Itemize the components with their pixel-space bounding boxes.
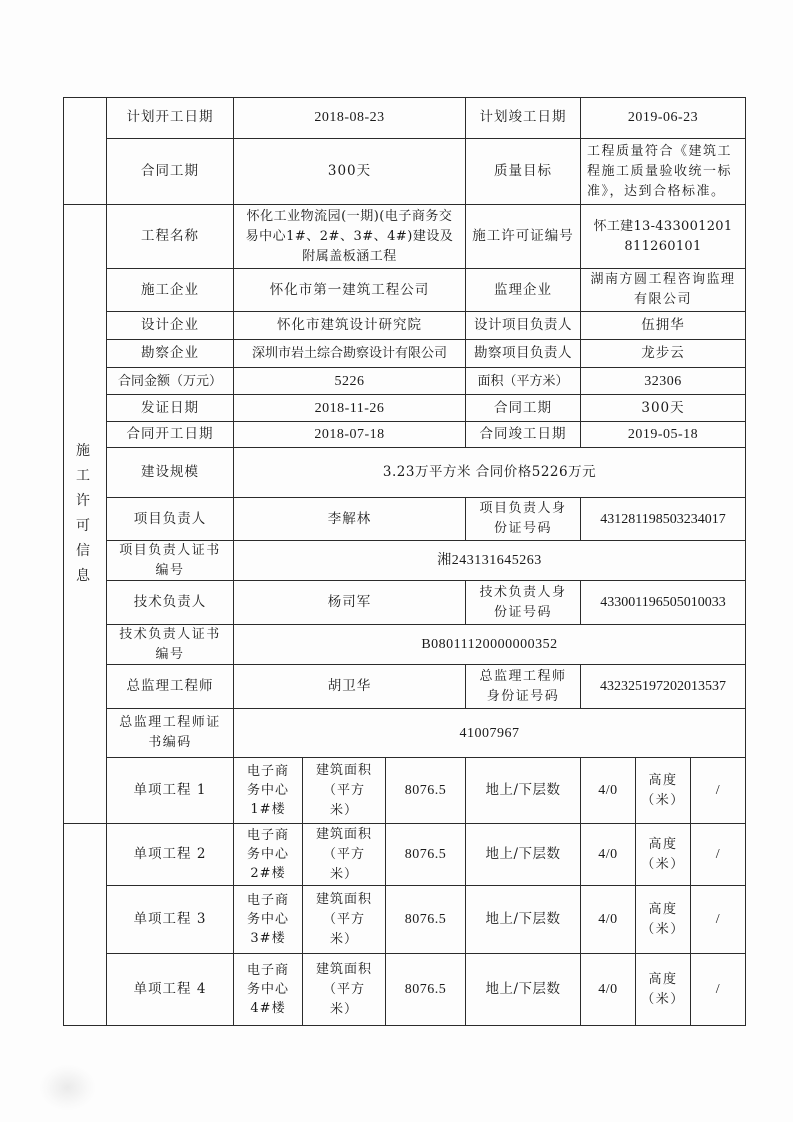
tech-lead-id-label: 技术负责人身份证号码 <box>466 581 581 625</box>
permit-contract-period-value: 300天 <box>581 395 746 422</box>
sub-project-building: 电子商务中心1#楼 <box>234 758 303 824</box>
contract-end-value: 2019-05-18 <box>581 422 746 448</box>
section-label-permit-info: 施工许可信息 <box>63 205 107 824</box>
planned-start-label: 计划开工日期 <box>107 97 234 139</box>
section-cell-top <box>63 97 107 205</box>
project-manager-cert-label: 项目负责人证书编号 <box>107 541 234 581</box>
planned-end-value: 2019-06-23 <box>581 97 746 139</box>
sub-project-floors-label: 地上/下层数 <box>466 954 581 1026</box>
area-value: 32306 <box>581 368 746 395</box>
contract-amount-label: 合同金额（万元） <box>107 368 234 395</box>
sub-project-area-value: 8076.5 <box>386 886 466 954</box>
sub-project-area-label: 建筑面积（平方米） <box>303 954 386 1026</box>
sub-project-height-label: 高度（米） <box>636 824 691 886</box>
sub-project-height-label: 高度（米） <box>636 886 691 954</box>
sub-project-building: 电子商务中心3#楼 <box>234 886 303 954</box>
chief-supervisor-cert-label: 总监理工程师证书编码 <box>107 709 234 758</box>
design-lead-label: 设计项目负责人 <box>466 312 581 340</box>
contract-period-label: 合同工期 <box>107 139 234 205</box>
tech-lead-label: 技术负责人 <box>107 581 234 625</box>
contractor-label: 施工企业 <box>107 269 234 312</box>
project-manager-label: 项目负责人 <box>107 498 234 541</box>
planned-end-label: 计划竣工日期 <box>466 97 581 139</box>
sub-project-area-value: 8076.5 <box>386 954 466 1026</box>
survey-company-value: 深圳市岩土综合勘察设计有限公司 <box>234 340 466 368</box>
contract-amount-value: 5226 <box>234 368 466 395</box>
design-lead-value: 伍拥华 <box>581 312 746 340</box>
section-cell-bottom <box>63 824 107 1026</box>
sub-project-floors-value: 4/0 <box>581 758 636 824</box>
project-manager-value: 李解林 <box>234 498 466 541</box>
sub-project-area-label: 建筑面积（平方米） <box>303 824 386 886</box>
construction-scale-value: 3.23万平方米 合同价格5226万元 <box>234 448 746 498</box>
scan-smudge <box>40 1065 95 1110</box>
tech-lead-value: 杨司军 <box>234 581 466 625</box>
chief-supervisor-label: 总监理工程师 <box>107 665 234 709</box>
sub-project-floors-value: 4/0 <box>581 886 636 954</box>
sub-project-height-value: / <box>691 886 746 954</box>
sub-project-floors-label: 地上/下层数 <box>466 824 581 886</box>
planned-start-value: 2018-08-23 <box>234 97 466 139</box>
permit-no-value: 怀工建13-433001201811260101 <box>581 205 746 269</box>
design-company-label: 设计企业 <box>107 312 234 340</box>
sub-project-height-value: / <box>691 954 746 1026</box>
project-manager-id-value: 431281198503234017 <box>581 498 746 541</box>
contract-start-label: 合同开工日期 <box>107 422 234 448</box>
tech-lead-id-value: 433001196505010033 <box>581 581 746 625</box>
chief-supervisor-id-value: 432325197202013537 <box>581 665 746 709</box>
sub-project-floors-label: 地上/下层数 <box>466 886 581 954</box>
survey-lead-label: 勘察项目负责人 <box>466 340 581 368</box>
quality-target-value: 工程质量符合《建筑工程施工质量验收统一标准》，达到合格标准。 <box>581 139 746 205</box>
supervisor-label: 监理企业 <box>466 269 581 312</box>
contract-period-value: 300天 <box>234 139 466 205</box>
chief-supervisor-id-label: 总监理工程师身份证号码 <box>466 665 581 709</box>
contract-start-value: 2018-07-18 <box>234 422 466 448</box>
sub-project-name: 单项工程 2 <box>107 824 234 886</box>
quality-target-label: 质量目标 <box>466 139 581 205</box>
sub-project-area-label: 建筑面积（平方米） <box>303 886 386 954</box>
area-label: 面积（平方米） <box>466 368 581 395</box>
sub-project-height-label: 高度（米） <box>636 954 691 1026</box>
sub-project-building: 电子商务中心4#楼 <box>234 954 303 1026</box>
tech-lead-cert-value: B08011120000000352 <box>234 625 746 665</box>
design-company-value: 怀化市建筑设计研究院 <box>234 312 466 340</box>
issue-date-label: 发证日期 <box>107 395 234 422</box>
chief-supervisor-cert-value: 41007967 <box>234 709 746 758</box>
project-name-label: 工程名称 <box>107 205 234 269</box>
survey-company-label: 勘察企业 <box>107 340 234 368</box>
sub-project-area-value: 8076.5 <box>386 824 466 886</box>
construction-scale-label: 建设规模 <box>107 448 234 498</box>
supervisor-value: 湖南方圆工程咨询监理有限公司 <box>581 269 746 312</box>
contractor-value: 怀化市第一建筑工程公司 <box>234 269 466 312</box>
project-manager-cert-value: 湘243131645263 <box>234 541 746 581</box>
sub-project-floors-value: 4/0 <box>581 954 636 1026</box>
sub-project-height-value: / <box>691 758 746 824</box>
sub-project-height-value: / <box>691 824 746 886</box>
permit-contract-period-label: 合同工期 <box>466 395 581 422</box>
sub-project-name: 单项工程 4 <box>107 954 234 1026</box>
chief-supervisor-value: 胡卫华 <box>234 665 466 709</box>
sub-project-building: 电子商务中心2#楼 <box>234 824 303 886</box>
issue-date-value: 2018-11-26 <box>234 395 466 422</box>
sub-project-name: 单项工程 3 <box>107 886 234 954</box>
contract-end-label: 合同竣工日期 <box>466 422 581 448</box>
sub-project-floors-label: 地上/下层数 <box>466 758 581 824</box>
tech-lead-cert-label: 技术负责人证书编号 <box>107 625 234 665</box>
sub-project-name: 单项工程 1 <box>107 758 234 824</box>
sub-project-floors-value: 4/0 <box>581 824 636 886</box>
survey-lead-value: 龙步云 <box>581 340 746 368</box>
sub-project-area-value: 8076.5 <box>386 758 466 824</box>
sub-project-area-label: 建筑面积（平方米） <box>303 758 386 824</box>
sub-project-height-label: 高度（米） <box>636 758 691 824</box>
project-name-value: 怀化工业物流园(一期)(电子商务交易中心1#、2#、3#、4#)建设及附属盖板涵工程 <box>234 205 466 269</box>
permit-no-label: 施工许可证编号 <box>466 205 581 269</box>
project-manager-id-label: 项目负责人身份证号码 <box>466 498 581 541</box>
